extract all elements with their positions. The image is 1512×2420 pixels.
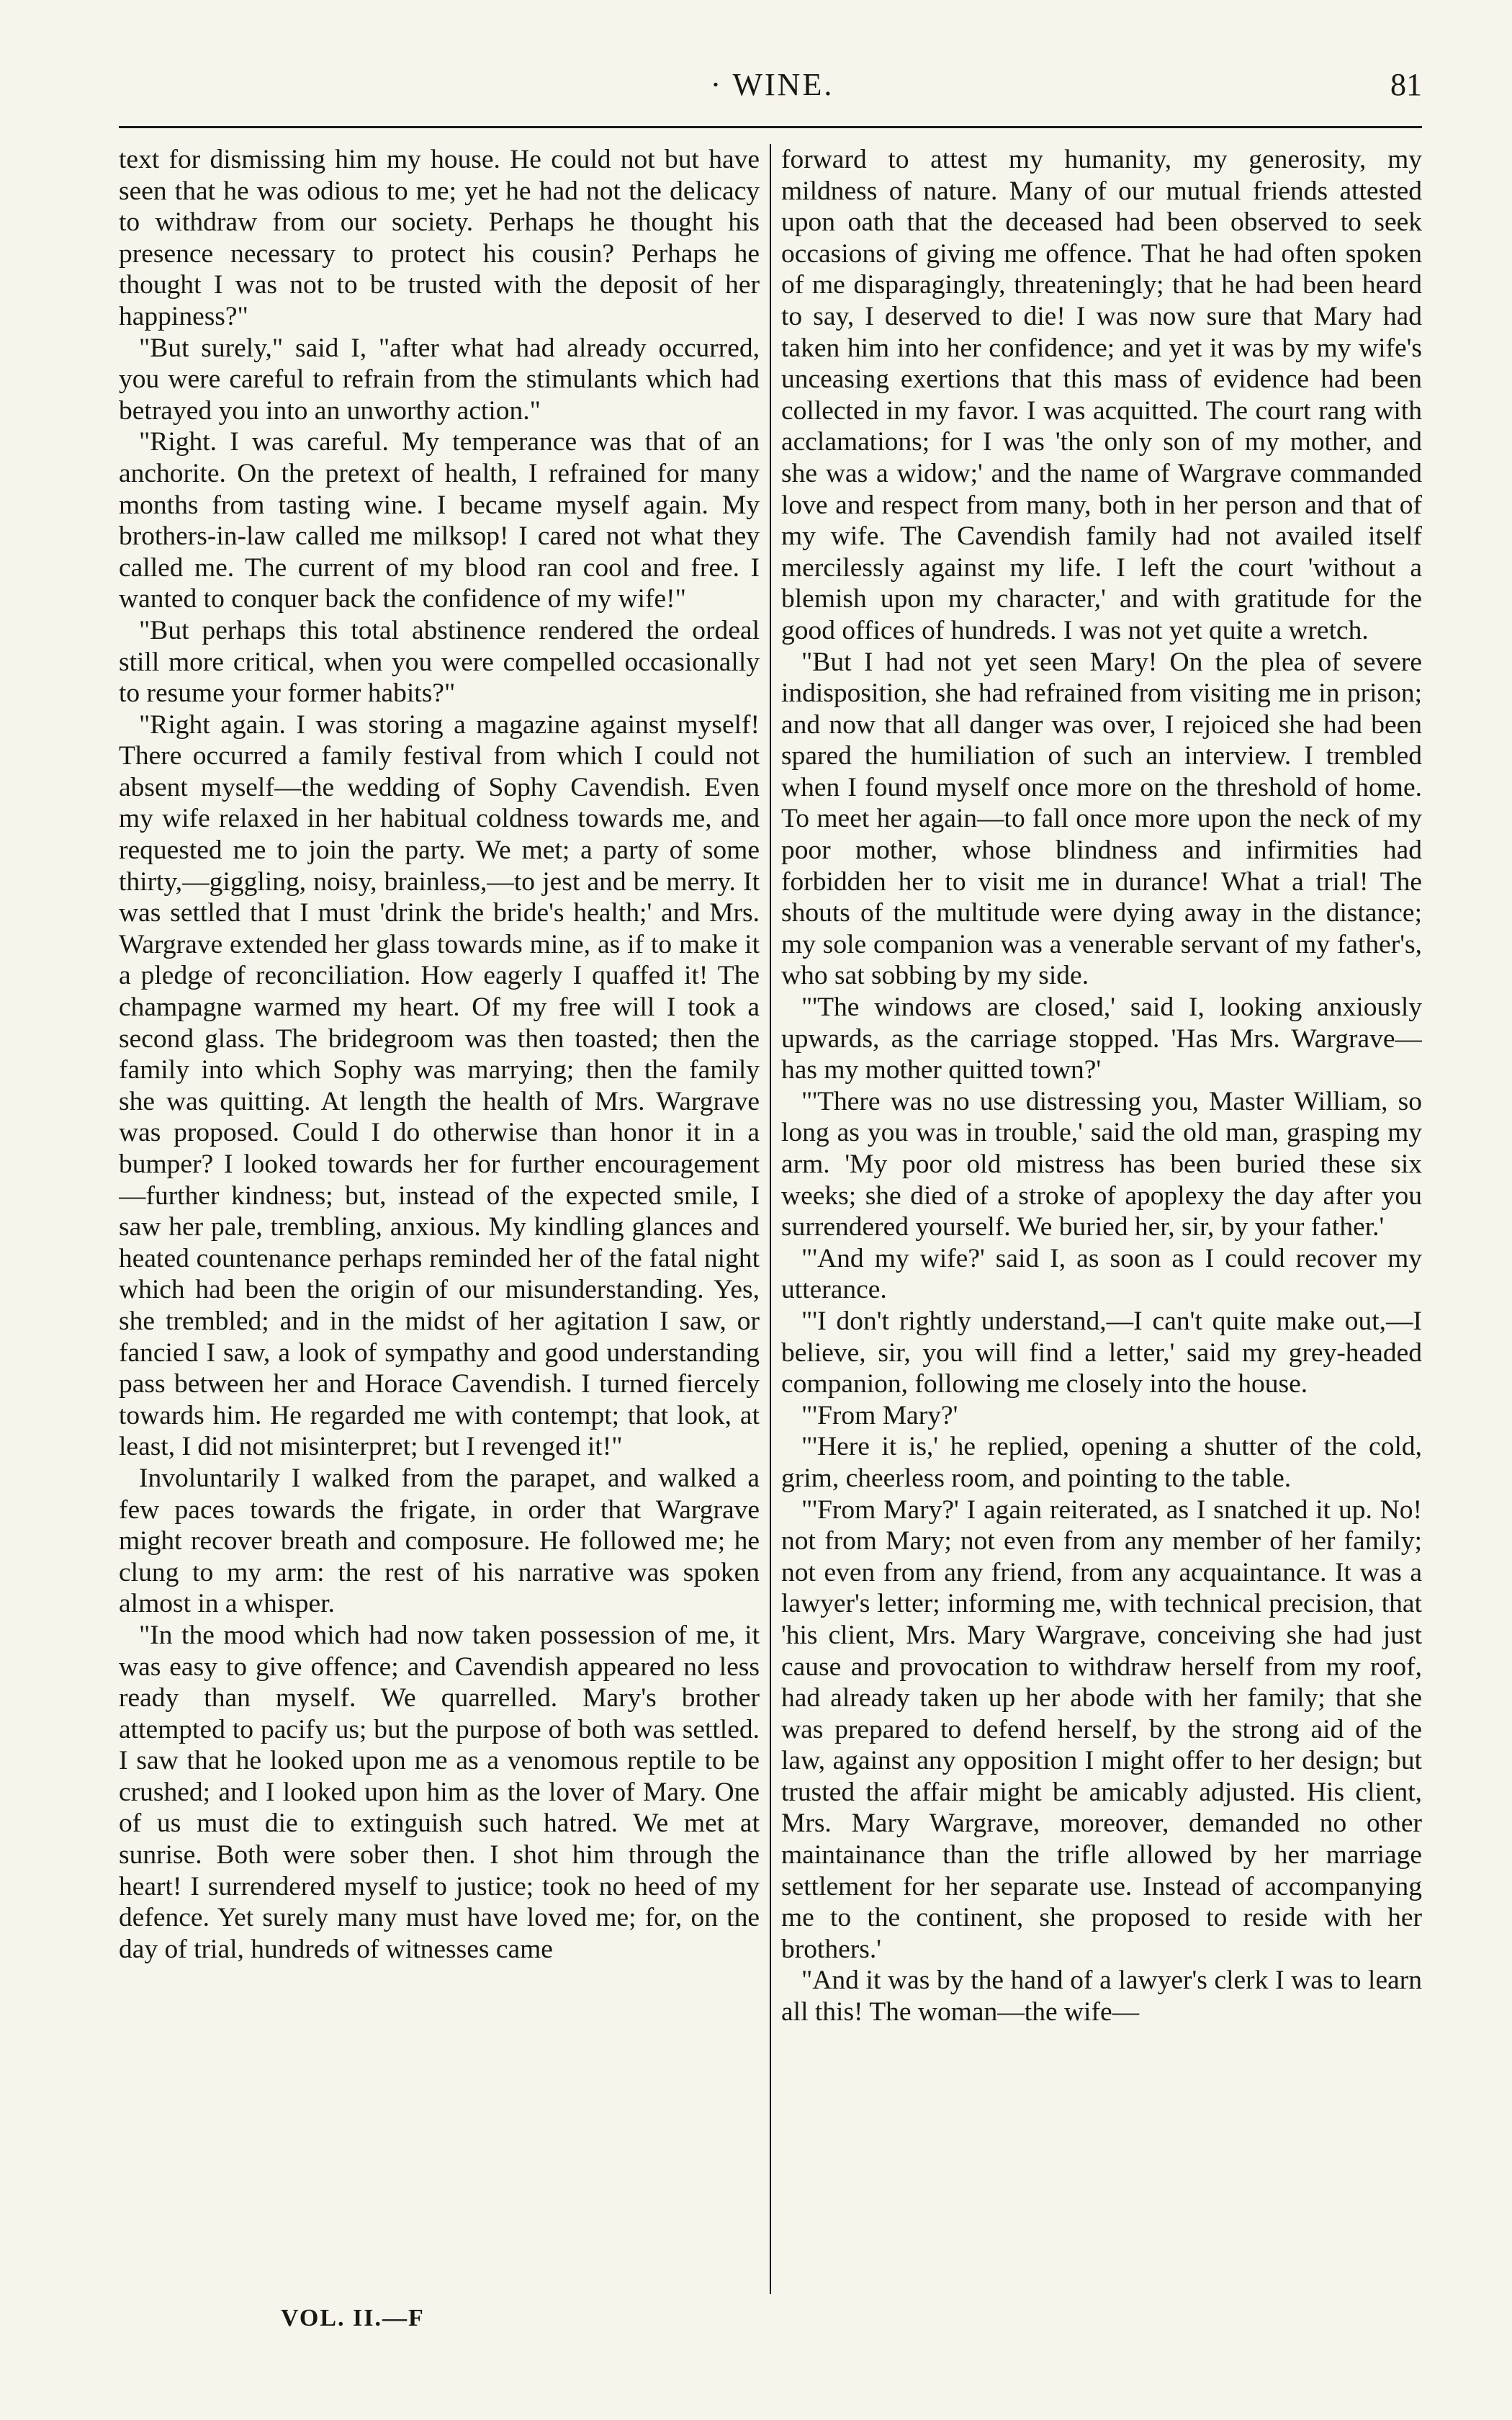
paragraph: "And it was by the hand of a lawyer's clerk I was to learn all this! The woman—the wife— (781, 1966, 1422, 2027)
paragraph: "But perhaps this total abstinence rendered the ordeal still more critical, when you were compelled occasionally to resume your former habits?" (119, 615, 760, 709)
paragraph: "'The windows are closed,' said I, looking anxiously upwards, as the carriage stopped. 'Has Mrs. Wargrave—has my mother quitted town?' (781, 992, 1422, 1085)
right-column (781, 144, 1422, 2294)
paragraph: "But I had not yet seen Mary! On the plea of severe indisposition, she had refrained from visiting me in prison; and now that all danger was over, I rejoiced she had been spared the humiliation of such an interview. I trembled when I found myself once more on the threshold of home. To meet her again—to fall once more upon the neck of my poor mother, whose blindness and infirmities had forbidden her to visit me in durance! What a trial! The shouts of the multitude were dying away in the distance; my sole companion was a venerable servant of my father's, who sat sobbing by my side. (781, 647, 1422, 991)
paragraph: "'And my wife?' said I, as soon as I could recover my utterance. (781, 1243, 1422, 1305)
paragraph: "'Here it is,' he replied, opening a shutter of the cold, grim, cheerless room, and pointing to the table. (781, 1432, 1422, 1493)
paragraph: text for dismissing him my house. He could not but have seen that he was odious to me; yet he had not the delicacy to withdraw from our society. Perhaps he thought his presence necessary to protect his cousin? Perhaps he thought I was not to be trusted with the deposit of her happiness?" (119, 145, 760, 331)
left-column (119, 144, 760, 2294)
paragraph: "In the mood which had now taken possession of me, it was easy to give offence; and Cavendish appeared no less ready than myself. We quarrelled. Mary's brother attempted to pacify us; but the purpose of both was settled. I saw that he looked upon me as a venomous reptile to be crushed; and I looked upon him as the lover of Mary. One of us must die to extinguish such hatred. We met at sunrise. Both were sober then. I shot him through the heart! I surrendered myself to justice; took no heed of my defence. Yet surely many must have loved me; for, on the day of trial, hundreds of witnesses came (119, 1620, 760, 1964)
paragraph: "'From Mary?' (801, 1400, 958, 1430)
paragraph: "'There was no use distressing you, Master William, so long as you was in trouble,' said the old man, grasping my arm. 'My poor old mistress has been buried these six weeks; she died of a stroke of apoplexy the day after you surrendered yourself. We buried her, sir, by your father.' (781, 1086, 1422, 1242)
paragraph: "'I don't rightly understand,—I can't quite make out,—I believe, sir, you will find a letter,' said my grey-headed companion, following me closely into the house. (781, 1306, 1422, 1399)
running-head (122, 66, 1422, 117)
paragraph: "But surely," said I, "after what had already occurred, you were careful to refrain from the stimulants which had betrayed you into an unworthy action." (119, 333, 760, 426)
paragraph: forward to attest my humanity, my generosity, my mildness of nature. Many of our mutual friends attested upon oath that the deceased had been observed to seek occasions of giving me offence. That he had often spoken of me disparagingly, threateningly; that he had been heard to say, I deserved to die! I was now sure that Mary had taken him into her confidence; and yet it was by my wife's unceasing exertions that this mass of evidence had been collected in my favor. I was acquitted. The court rang with acclamations; for I was 'the only son of my mother, and she was a widow;' and the name of Wargrave commanded love and respect from many, both in her person and that of my wife. The Cavendish family had not availed itself mercilessly against my life. I left the court 'without a blemish upon my character,' and with gratitude for the good offices of hundreds. I was not yet quite a wretch. (781, 145, 1422, 645)
paragraph: "'From Mary?' I again reiterated, as I snatched it up. No! not from Mary; not even from any member of her family; not even from any friend, from any acquaintance. It was a lawyer's letter; informing me, with technical precision, that 'his client, Mrs. Mary Wargrave, conceiving she had just cause and provocation to withdraw herself from my roof, had already taken up her abode with her family; that she was prepared to defend herself, by the strong aid of the law, against any opposition I might offer to her design; but trusted the affair might be amicably adjusted. His client, Mrs. Mary Wargrave, moreover, demanded no other maintainance than the trifle allowed by her marriage settlement for her separate use. Instead of accompanying me to the continent, she proposed to reside with her brothers.' (781, 1494, 1422, 1964)
page-number: 81 (1390, 67, 1422, 102)
paragraph: "Right again. I was storing a magazine against myself! There occurred a family festival from which I could not absent myself—the wedding of Sophy Cavendish. Even my wife relaxed in her habitual coldness towards me, and requested me to join the party. We met; a party of some thirty,—giggling, noisy, brainless,—to jest and be merry. It was settled that I must 'drink the bride's health;' and Mrs. Wargrave extended her glass towards mine, as if to make it a pledge of reconciliation. How eagerly I quaffed it! The champagne warmed my heart. Of my free will I took a second glass. The bridegroom was then toasted; then the family into which Sophy was marrying; then the family she was quitting. At length the health of Mrs. Wargrave was proposed. Could I do otherwise than honor it in a bumper? I looked towards her for further encouragement—further kindness; but, instead of the expected smile, I saw her pale, trembling, anxious. My kindling glances and heated countenance perhaps reminded her of the fatal night which had been the origin of our misunderstanding. Yes, she trembled; and in the midst of her agitation I saw, or fancied I saw, a look of sympathy and good understanding pass between her and Horace Cavendish. I turned fiercely towards him. He regarded me with contempt; that look, at least, I did not misinterpret; but I revenged it!" (119, 709, 760, 1462)
paragraph: Involuntarily I walked from the parapet, and walked a few paces towards the frigate, in order that Wargrave might recover breath and composure. He followed me; he clung to my arm: the rest of his narrative was spoken almost in a whisper. (119, 1463, 760, 1619)
paragraph: "Right. I was careful. My temperance was that of an anchorite. On the pretext of health, I refrained for many months from tasting wine. I became myself again. My brothers-in-law called me milksop! I cared not what they called me. The current of my blood ran cool and free. I wanted to conquer back the confidence of my wife!" (119, 427, 760, 614)
column-divider (770, 144, 771, 2294)
signature-mark: VOL. II.—F (281, 2305, 425, 2331)
running-title: · WINE. (710, 67, 834, 102)
header-rule (119, 126, 1422, 128)
